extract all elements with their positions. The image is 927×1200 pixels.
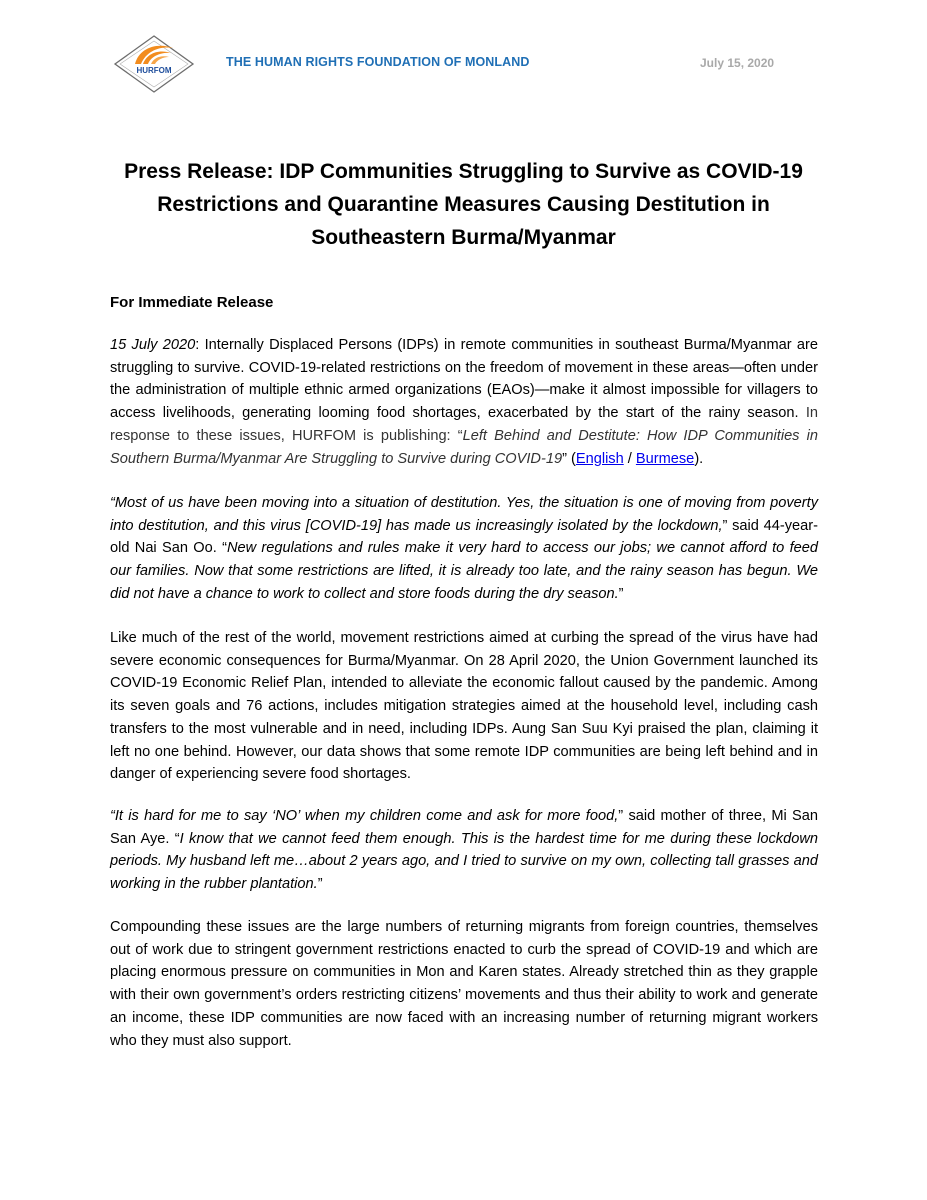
- paragraph-intro: [110, 334, 818, 470]
- title-line-3: Southeastern Burma/Myanmar: [311, 226, 616, 249]
- org-name: THE HUMAN RIGHTS FOUNDATION OF MONLAND: [226, 55, 530, 69]
- quote-2: I know that we cannot feed them enough. This is the hardest time for me during these lockdown periods. My husband left me…about 2 years ago, and I tried to survive on my own, collecting tall grasses and working in the rubber plantation.: [110, 830, 818, 893]
- paragraph-quote-mi-san-san-aye: [110, 805, 818, 896]
- title-line-1: Press Release: IDP Communities Struggling to Survive as COVID-19: [124, 160, 803, 183]
- quote-attribution: ” said 44-year-old Nai San Oo. “: [110, 517, 818, 557]
- report-title: Left Behind and Destitute: How IDP Communities in Southern Burma/Myanmar Are Struggling to Survive during COVID-19: [110, 427, 818, 467]
- english-link[interactable]: English: [575, 450, 624, 467]
- paragraph-economic-relief: Like much of the rest of the world, movement restrictions aimed at curbing the spread of the virus have had severe economic consequences for Burma/Myanmar. On 28 April 2020, the Union Government launched its COVID-19 Economic Relief Plan, intended to alleviate the economic fallout caused by the pandemic. Among its seven goals and 76 actions, includes mitigation strategies aimed at the household level, including cash transfers to the most vulnerable and in need, including IDPs. Aung San Suu Kyi praised the plan, claiming it left no one behind. However, our data shows that some remote IDP communities are being left behind and in danger of experiencing severe food shortages.: [110, 630, 818, 783]
- page-title: [110, 155, 817, 254]
- quote-attribution: ” said mother of three, Mi San San Aye. “: [110, 808, 819, 847]
- intro-publishing-text: In response to these issues, HURFOM is publishing: “: [110, 405, 818, 444]
- intro-paren-open: ” (: [562, 450, 576, 467]
- hurfom-logo: [113, 34, 195, 94]
- quote-1: “It is hard for me to say ‘NO’ when my children come and ask for more food,: [110, 808, 619, 824]
- intro-date: 15 July 2020: [110, 337, 196, 353]
- header-date: July 15, 2020: [700, 56, 775, 70]
- paragraph-returning-migrants: Compounding these issues are the large numbers of returning migrants from foreign countries, themselves out of work due to stringent government restrictions enacted to curb the spread of COVID-19 and which are placing enormous pressure on communities in Mon and Karen states. Already stretched thin as they grapple with their own government’s orders restricting citizens’ movements and thus their ability to work and generate an income, these IDP communities are now faced with an increasing number of returning migrant workers who they must also support.: [110, 919, 818, 1049]
- release-label: For Immediate Release: [110, 294, 274, 311]
- burmese-link[interactable]: Burmese: [635, 450, 695, 467]
- intro-paren-close: ).: [694, 450, 704, 467]
- quote-2: New regulations and rules make it very hard to access our jobs; we cannot afford to feed our families. Now that some restrictions are lifted, it is already too late, and the rainy season has begun. We did not have a chance to work to collect and store foods during the dry season.: [110, 540, 818, 602]
- quote-1: “Most of us have been moving into a situation of destitution. Yes, the situation is one of moving from poverty into destitution, and this virus [COVID-19] has made us increasingly isolated by the lockdown,: [110, 495, 818, 534]
- title-line-2: Restrictions and Quarantine Measures Causing Destitution in: [157, 193, 770, 216]
- quote-close: ”: [618, 585, 624, 602]
- link-separator: /: [623, 450, 636, 467]
- logo-text: HURFOM: [136, 66, 172, 75]
- paragraph-quote-nai-san-oo: [110, 492, 818, 606]
- intro-text: : Internally Displaced Persons (IDPs) in remote communities in southeast Burma/Myanmar are struggling to survive. COVID-19-related restrictions on the freedom of movement in these areas—often under the administration of multiple ethnic armed organizations (EAOs)—make it almost impossible for villagers to access livelihoods, generating looming food shortages, exacerbated by the start of the rainy season.: [110, 337, 818, 422]
- quote-close: ”: [317, 876, 323, 893]
